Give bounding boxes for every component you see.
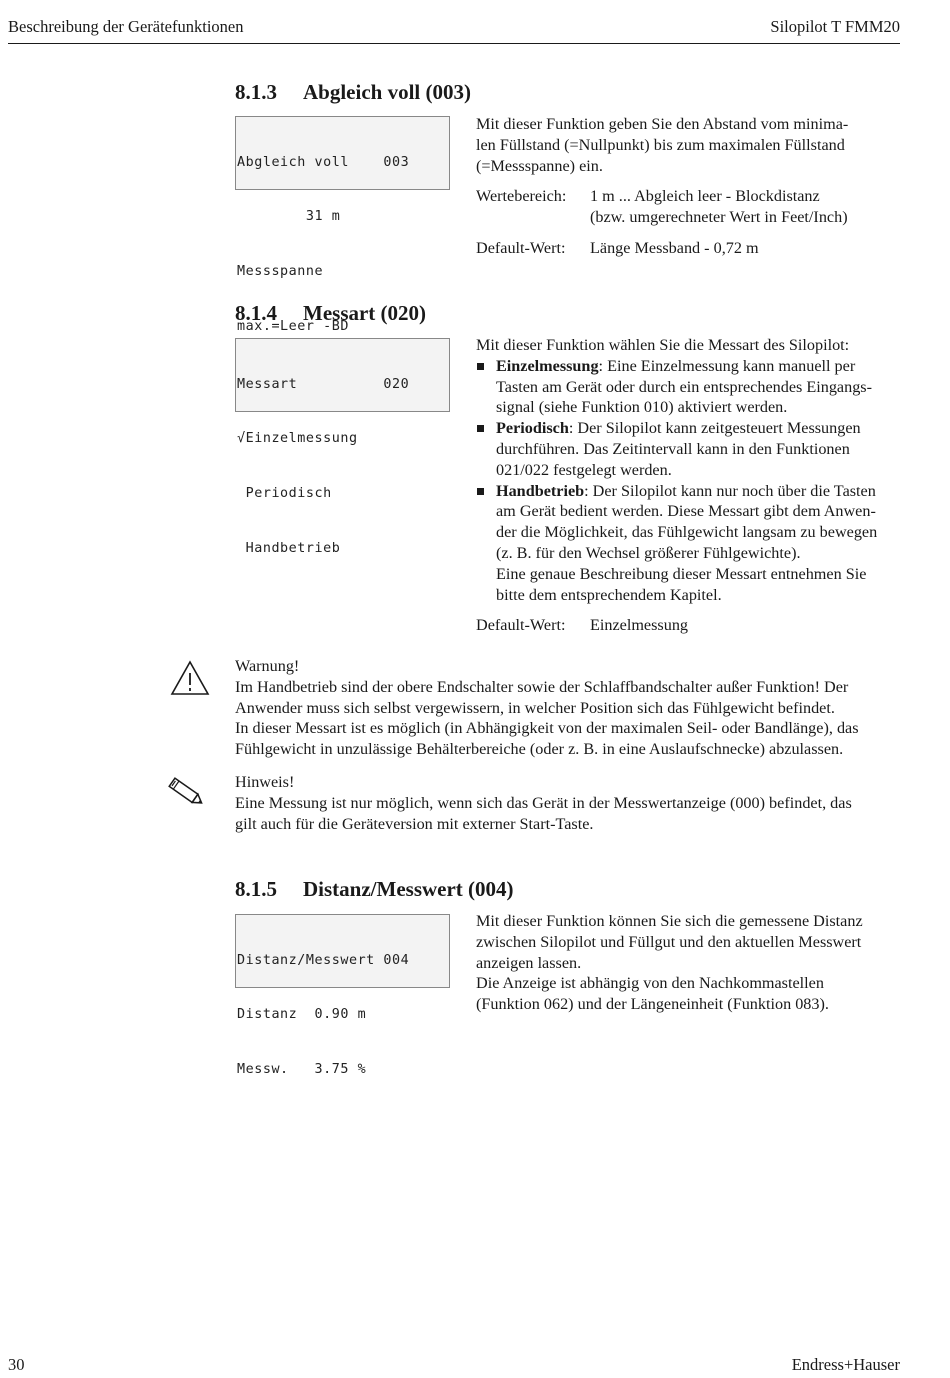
lcd-line: Messw. 3.75 % [237,1062,367,1078]
text-line: Fühlgewicht in unzulässige Behälterbereiche (oder z. B. in eine Auslaufschnecke) abzulassen. [235,740,844,759]
text-line: Anwender muss sich selbst vergewissern, in welcher Position sich das Fühlgewicht befindet. [235,698,835,717]
section-description [476,114,906,176]
section-title: Distanz/Messwert (004) [303,877,514,901]
text-line: len Füllstand (=Nullpunkt) bis zum maximalen Füllstand [476,135,845,154]
text-line: 1 m ... Abgleich leer - Blockdistanz [590,187,820,205]
lcd-line: Messart 020 [237,376,410,392]
range-value [590,186,848,228]
lcd-line: Handbetrieb [237,541,341,557]
lcd-line: √Einzelmessung [237,431,358,447]
text-line: Eine Messung ist nur möglich, wenn sich das Gerät in der Messwertanzeige (000) befindet, das [235,793,852,812]
default-value: Länge Messband - 0,72 m [590,239,759,257]
header-divider [8,43,900,44]
text-line: (=Messspanne) ein. [476,156,603,175]
text-line: : Der Silopilot kann zeitgesteuert Messungen [568,419,861,438]
text-line: (Funktion 062) und der Längeneinheit (Funktion 083). [476,995,829,1014]
header-chapter-title: Beschreibung der Gerätefunktionen [8,17,244,36]
text-line: Mit dieser Funktion geben Sie den Abstand vom minima- [476,115,849,133]
option-name: Periodisch [496,419,569,438]
range-label: Wertebereich: [476,187,567,205]
text-line: Im Handbetrieb sind der obere Endschalter sowie der Schlaffbandschalter außer Funktion! Der [235,677,849,696]
lcd-line: 31 m [237,209,341,225]
bullet-square-icon [477,488,484,495]
pencil-icon [165,775,207,809]
text-line: (bzw. umgerechneter Wert in Feet/Inch) [590,207,848,226]
lcd-line: max.=Leer -BD [237,319,349,335]
lcd-line: Abgleich voll 003 [237,154,410,170]
section-description [476,911,906,1015]
text-line: : Der Silopilot kann nur noch über die Tasten [584,481,876,500]
warning-triangle-icon [170,660,210,696]
default-value: Einzelmessung [590,616,689,634]
text-line: Die Anzeige ist abhängig von den Nachkommastellen [476,974,824,993]
list-item [476,356,906,418]
text-line: signal (siehe Funktion 010) aktiviert werden. [496,398,788,417]
text-line: bitte dem entsprechendem Kapitel. [496,585,722,604]
lcd-display-020 [235,338,450,557]
text-line: : Eine Einzelmessung kann manuell per [598,356,856,375]
lcd-line: Distanz/Messwert 004 [237,952,410,968]
text-line: anzeigen lassen. [476,953,582,972]
section-number: 8.1.4 [235,301,277,325]
lcd-line: Distanz 0.90 m [237,1007,367,1023]
option-name: Handbetrieb [496,481,585,500]
section-number: 8.1.3 [235,80,277,104]
lcd-line: Messspanne [237,264,324,280]
bullet-square-icon [477,425,484,432]
text-line: In dieser Messart ist es möglich (in Abhängigkeit von der maximalen Seil- oder Bandlänge), das [235,719,859,738]
text-line: zwischen Silopilot und Füllgut und den aktuellen Messwert [476,932,862,951]
bullet-square-icon [477,363,484,370]
intro-line: Mit dieser Funktion wählen Sie die Messart des Silopilot: [476,336,850,354]
hint-notice [235,772,900,834]
text-line: am Gerät bedient werden. Diese Messart gibt dem Anwen- [496,502,876,521]
default-label: Default-Wert: [476,239,566,257]
text-line: durchführen. Das Zeitintervall kann in den Funktionen [496,439,850,458]
company-name: Endress+Hauser [791,1355,900,1374]
lcd-line [237,1116,449,1134]
warning-notice [235,656,900,760]
text-line: Mit dieser Funktion können Sie sich die gemessene Distanz [476,912,863,930]
section-title: Abgleich voll (003) [303,80,471,104]
hint-heading: Hinweis! [235,773,295,791]
section-number: 8.1.5 [235,877,277,901]
default-label: Default-Wert: [476,616,566,634]
section-description [476,335,906,605]
option-list [476,356,906,606]
lcd-display-004 [235,914,450,1078]
page-number: 30 [8,1355,25,1374]
header-product-name: Silopilot T FMM20 [770,17,900,36]
option-name: Einzelmessung [496,356,599,375]
warning-heading: Warnung! [235,657,300,675]
text-line: 021/022 festgelegt werden. [496,460,672,479]
lcd-line: Periodisch [237,486,332,502]
text-line: gilt auch für die Geräteversion mit externer Start-Taste. [235,814,594,833]
text-line: der die Möglichkeit, das Fühlgewicht langsam zu bewegen [496,523,878,542]
text-line: (z. B. für den Wechsel größerer Fühlgewichte). [496,543,801,562]
text-line: Eine genaue Beschreibung dieser Messart entnehmen Sie [496,564,867,583]
text-line: Tasten am Gerät oder durch ein entsprechendes Eingangs- [496,377,872,396]
list-item [476,481,906,606]
list-item [476,418,906,480]
section-title: Messart (020) [303,301,427,325]
